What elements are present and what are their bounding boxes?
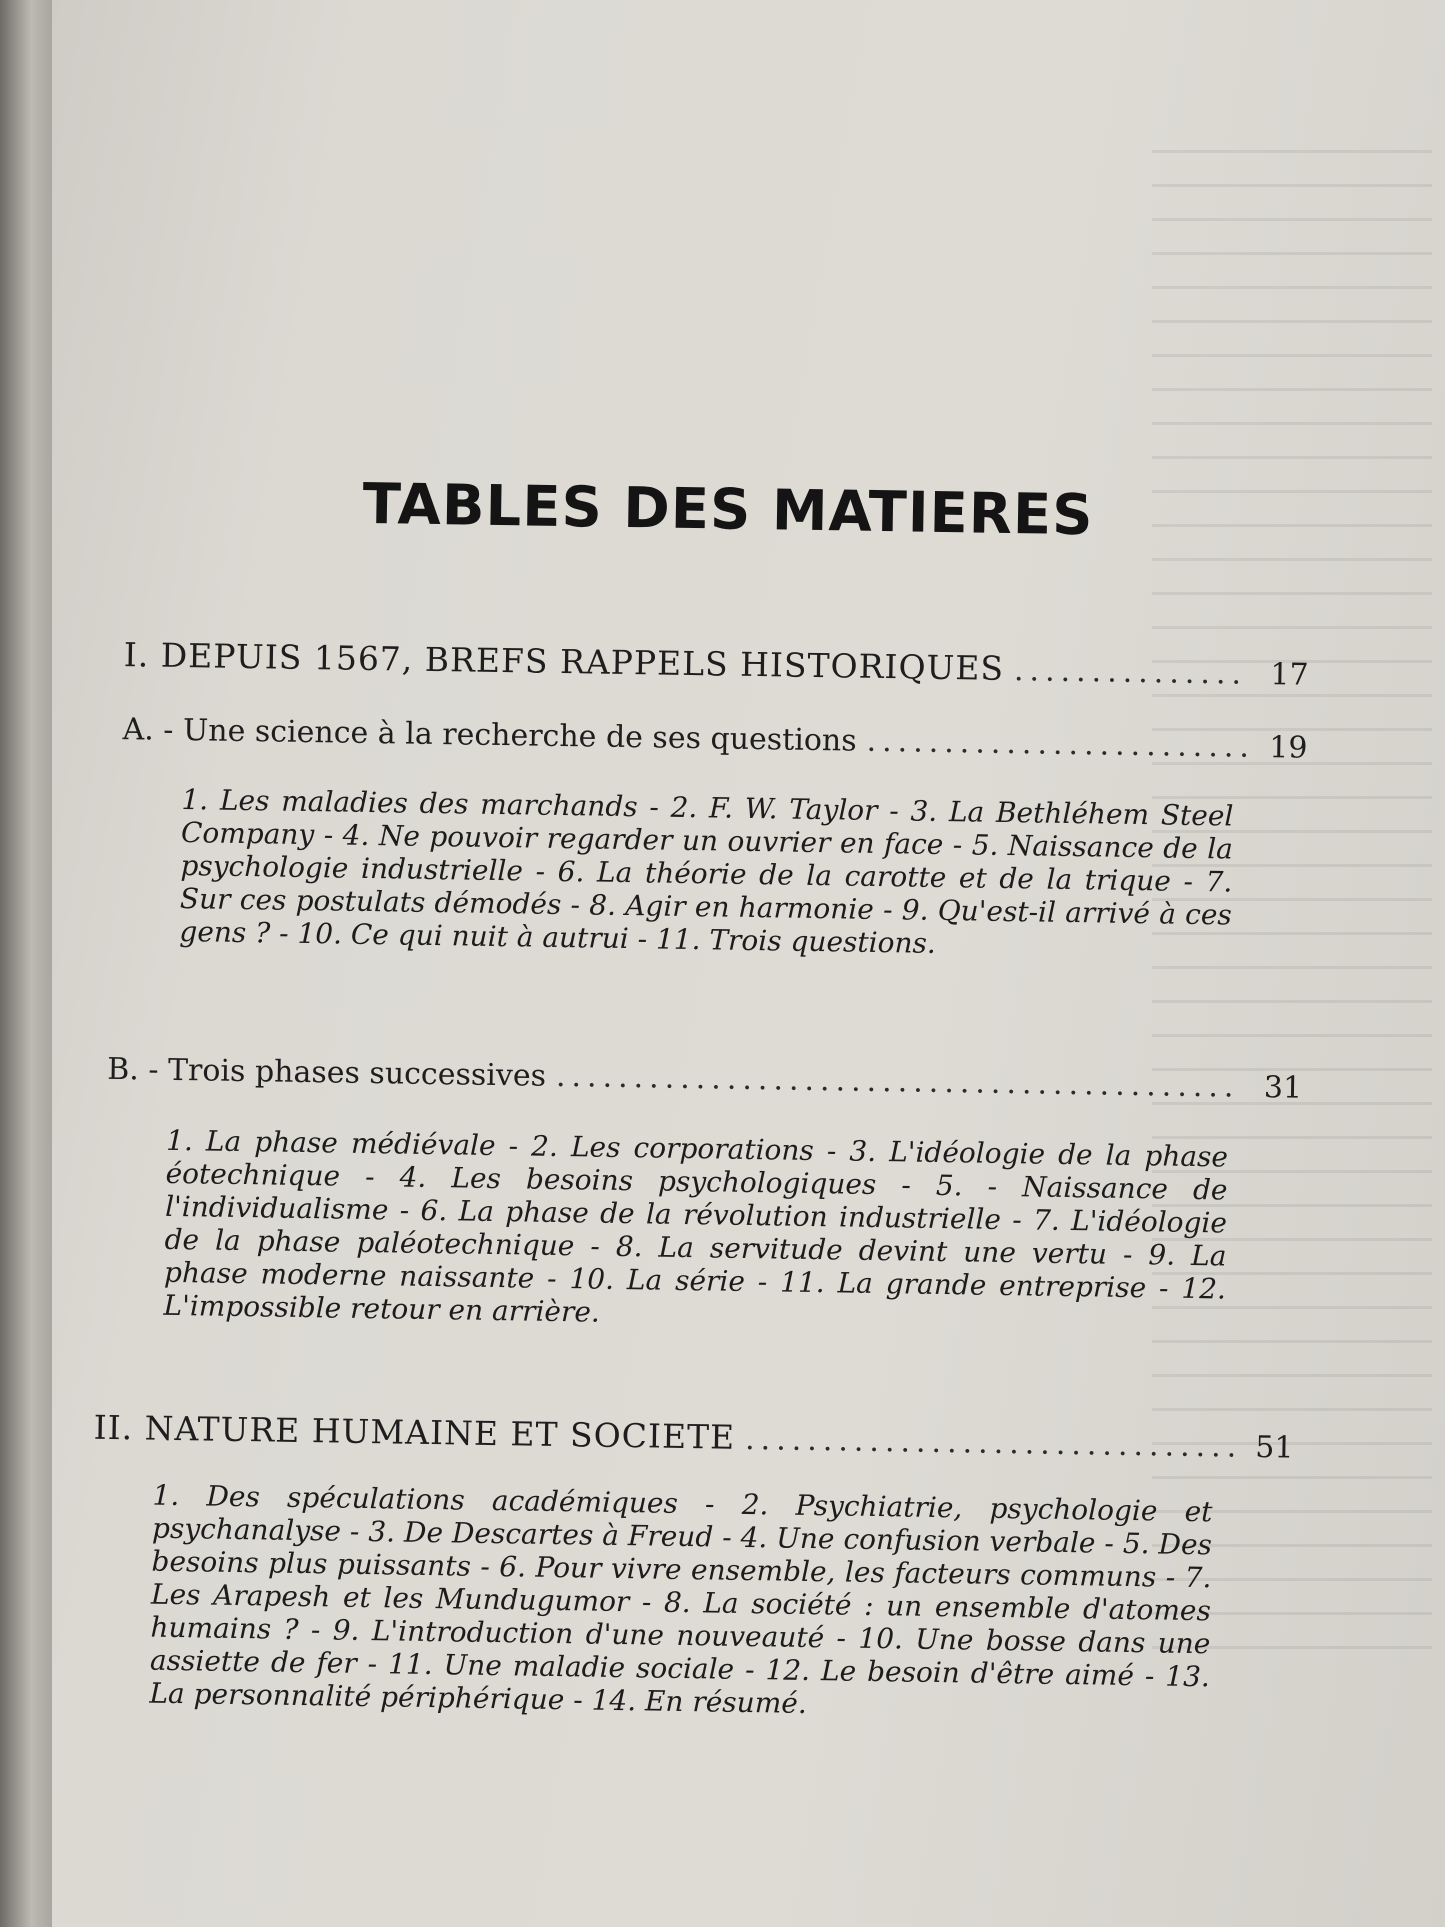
adjacent-page-edge xyxy=(0,0,52,1927)
toc-entry-chapter-2 xyxy=(93,1408,1293,1466)
page-title: TABLES DES MATIERES xyxy=(362,471,1095,549)
dot-leader xyxy=(1014,653,1249,692)
toc-entry-label: B. - Trois phases successives xyxy=(106,1051,547,1094)
toc-entry-chapter-1 xyxy=(123,635,1308,693)
toc-page-number: 17 xyxy=(1270,657,1309,693)
dot-leader xyxy=(866,724,1247,765)
toc-entry-section-b xyxy=(107,1052,1302,1106)
toc-page-number: 51 xyxy=(1255,1429,1294,1466)
toc-entry-details: 1. Les maladies des marchands - 2. F. W. Taylor - 3. La Bethléhem Steel Company - 4. Ne pouvoir regarder un ouvrier en face - 5. Naissance de la psychologie industrielle - 6. La théorie de la carotte et de la trique - 7. Sur ces postulats démodés - 8. Agir en harmonie - 9. Qu'est-il arrivé à ces gens ? - 10. Ce qui nuit à autrui - 11. Trois questions. xyxy=(179,783,1234,960)
book-page xyxy=(52,0,1445,1927)
toc-entry-label: II. NATURE HUMAINE ET SOCIETE xyxy=(93,1407,736,1457)
dot-leader xyxy=(745,1422,1234,1465)
toc-entry-section-a xyxy=(122,712,1307,766)
toc-page-number: 31 xyxy=(1263,1070,1303,1106)
toc-entry-label: A. - Une science à la recherche de ses questions xyxy=(122,712,857,759)
toc-entry-details: 1. La phase médiévale - 2. Les corporations - 3. L'idéologie de la phase éotechnique - 4. Les besoins psychologiques - 5. - Naissance de l'individualisme - 6. La phase de la révolution industrielle - 7. L'idéologie de la phase paléotechnique - 8. La servitude devint une vertu - 9. La phase moderne naissante - 10. La série - 11. La grande entreprise - 12. L'impossible retour en arrière. xyxy=(163,1123,1229,1329)
toc-entry-details: 1. Des spéculations académiques - 2. Psychiatrie, psychologie et psychanalyse - 3. De Descartes à Freud - 4. Une confusion verbale - 5. Des besoins plus puissants - 6. Pour vivre ensemble, les facteurs communs - 7. Les Arapesh et les Mundugumor - 8. La société : un ensemble d'atomes humains ? - 9. L'introduction d'une nouveauté - 10. Une bosse dans une assiette de fer - 11. Une maladie sociale - 12. Le besoin d'être aimé - 13. La personnalité périphérique - 14. En résumé. xyxy=(149,1478,1213,1720)
dot-leader xyxy=(556,1059,1243,1105)
toc-page-number: 19 xyxy=(1268,730,1308,766)
toc-entry-label: I. DEPUIS 1567, BREFS RAPPELS HISTORIQUES xyxy=(123,635,1005,688)
table-of-contents xyxy=(52,0,1445,1927)
